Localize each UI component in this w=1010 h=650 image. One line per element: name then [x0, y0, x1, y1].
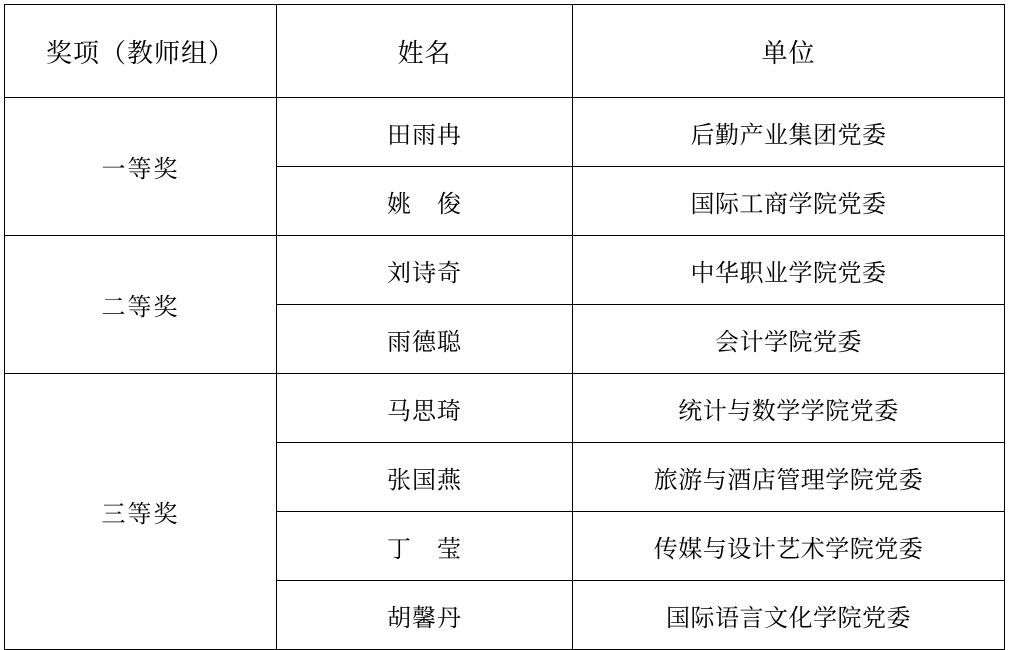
cell-name: 马思琦: [277, 374, 573, 443]
cell-unit: 国际语言文化学院党委: [573, 581, 1005, 650]
table-row: [5, 374, 1005, 443]
table-body: [5, 98, 1005, 650]
cell-unit: 旅游与酒店管理学院党委: [573, 443, 1005, 512]
cell-name: 田雨冉: [277, 98, 573, 167]
cell-name: 刘诗奇: [277, 236, 573, 305]
column-header-name: 姓名: [277, 5, 573, 98]
cell-unit: 会计学院党委: [573, 305, 1005, 374]
table-header: [5, 5, 1005, 98]
cell-unit: 传媒与设计艺术学院党委: [573, 512, 1005, 581]
table-row: [5, 98, 1005, 167]
cell-unit: 后勤产业集团党委: [573, 98, 1005, 167]
award-group-label: 一等奖: [5, 98, 277, 236]
cell-name: 张国燕: [277, 443, 573, 512]
award-table: [4, 4, 1005, 650]
cell-name: 胡馨丹: [277, 581, 573, 650]
table-header-row: [5, 5, 1005, 98]
column-header-award: 奖项（教师组）: [5, 5, 277, 98]
award-group-label: 二等奖: [5, 236, 277, 374]
award-group-label: 三等奖: [5, 374, 277, 650]
table-row: [5, 236, 1005, 305]
cell-name: 丁 莹: [277, 512, 573, 581]
cell-unit: 统计与数学学院党委: [573, 374, 1005, 443]
cell-name: 姚 俊: [277, 167, 573, 236]
cell-unit: 国际工商学院党委: [573, 167, 1005, 236]
column-header-unit: 单位: [573, 5, 1005, 98]
cell-name: 雨德聪: [277, 305, 573, 374]
cell-unit: 中华职业学院党委: [573, 236, 1005, 305]
